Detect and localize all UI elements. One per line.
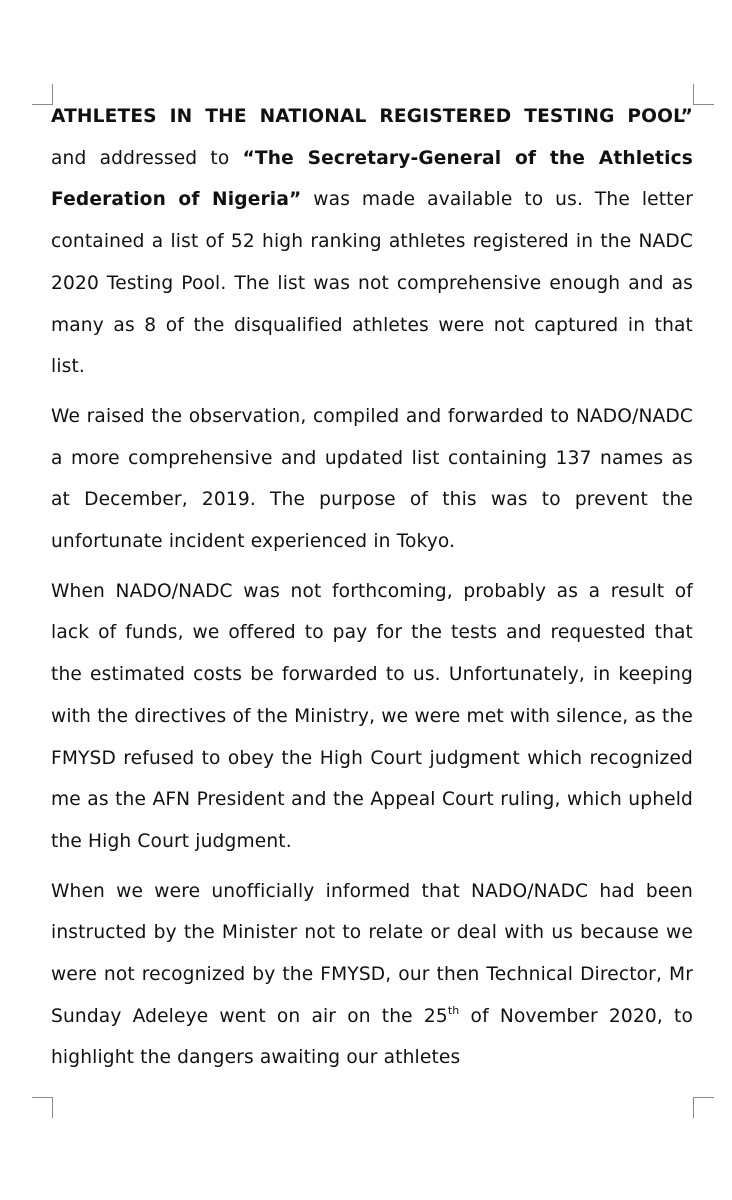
corner-crop-mark-bottom-left	[32, 1097, 53, 1118]
paragraph-2	[51, 396, 693, 563]
corner-crop-mark-top-left	[32, 84, 53, 105]
paragraph-text: and addressed to	[51, 147, 243, 169]
paragraph-text: was made available to us. The letter contained a list of 52 high ranking athletes registered in the NADC 2020 Testing Pool. The list was not comprehensive enough and as many as 8 of the disqualified athletes were not captured in that list.	[51, 189, 693, 378]
corner-crop-mark-bottom-right	[693, 1097, 714, 1118]
corner-crop-mark-top-right	[693, 84, 714, 105]
document-body	[51, 96, 693, 1087]
paragraph-1	[51, 96, 693, 388]
superscript-ordinal: th	[447, 1003, 460, 1017]
paragraph-4	[51, 871, 693, 1080]
paragraph-text: of November 2020, to highlight the dangers awaiting our athletes	[51, 1005, 693, 1069]
bold-addressee: “The Secretary-General of the Athletics Federation of Nigeria”	[51, 147, 693, 211]
paragraph-text: When we were unofficially informed that NADO/NADC had been instructed by the Minister not to relate or deal with us because we were not recognized by the FMYSD, our then Technical Director, Mr Sunday Adeleye went on air on the 25	[51, 880, 693, 1027]
bold-title: ATHLETES IN THE NATIONAL REGISTERED TESTING POOL”	[51, 106, 693, 127]
paragraph-3	[51, 571, 693, 863]
paragraph-text: When NADO/NADC was not forthcoming, probably as a result of lack of funds, we offered to pay for the tests and requested that the estimated costs be forwarded to us. Unfortunately, in keeping with the directives of the Ministry, we were met with silence, as the FMYSD refused to obey the High Court judgment which recognized me as the AFN President and the Appeal Court ruling, which upheld the High Court judgment.	[51, 580, 693, 852]
paragraph-text: We raised the observation, compiled and forwarded to NADO/NADC a more comprehensive and updated list containing 137 names as at December, 2019. The purpose of this was to prevent the unfortunate incident experienced in Tokyo.	[51, 405, 693, 553]
